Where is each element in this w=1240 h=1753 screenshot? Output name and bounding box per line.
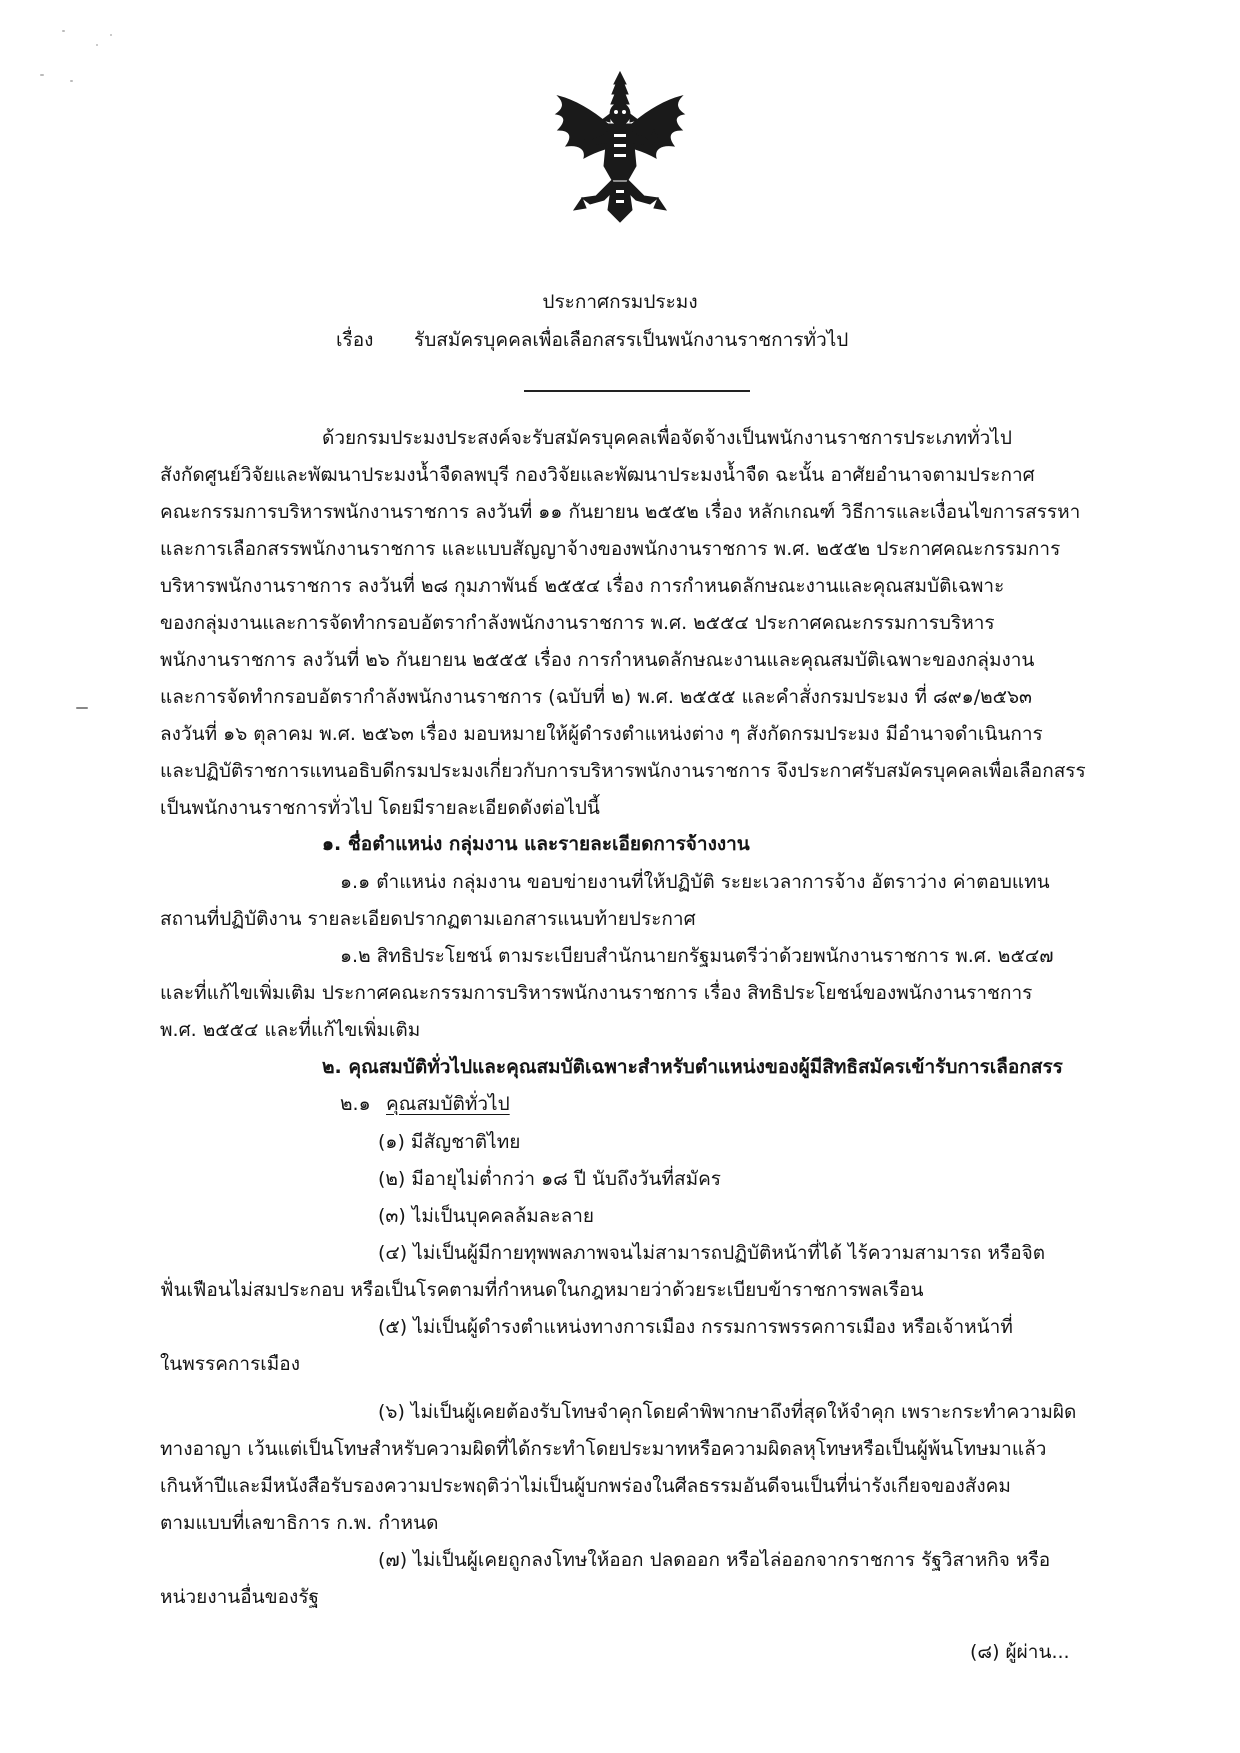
scan-speck xyxy=(96,44,98,46)
qualification-item-7-cont: หน่วยงานอื่นของรัฐ xyxy=(160,1586,320,1608)
intro-line: บริหารพนักงานราชการ ลงวันที่ ๒๘ กุมภาพันธ์ ๒๕๕๔ เรื่อง การกำหนดลักษณะงานและคุณสมบัติเฉพาะ xyxy=(160,575,1005,597)
qualification-item-4: (๔) ไม่เป็นผู้มีกายทุพพลภาพจนไม่สามารถปฏิบัติหน้าที่ได้ ไร้ความสามารถ หรือจิต xyxy=(378,1242,1046,1264)
section-1-1-line: ๑.๑ ตำแหน่ง กลุ่มงาน ขอบข่ายงานที่ให้ปฏิบัติ ระยะเวลาการจ้าง อัตราว่าง ค่าตอบแทน xyxy=(340,871,1050,893)
section-1-1-line: สถานที่ปฏิบัติงาน รายละเอียดปรากฏตามเอกสารแนบท้ายประกาศ xyxy=(160,908,696,930)
intro-line: คณะกรรมการบริหารพนักงานราชการ ลงวันที่ ๑๑ กันยายน ๒๕๕๒ เรื่อง หลักเกณฑ์ วิธีการและเงื่อนไขการสรรหา xyxy=(160,501,1081,523)
scan-speck xyxy=(76,707,88,709)
section-2-1-title: คุณสมบัติทั่วไป xyxy=(386,1093,510,1115)
intro-line: ลงวันที่ ๑๖ ตุลาคม พ.ศ. ๒๕๖๓ เรื่อง มอบหมายให้ผู้ดำรงตำแหน่งต่าง ๆ สังกัดกรมประมง มีอำนาจดำเนินการ xyxy=(160,723,1043,745)
intro-line: ด้วยกรมประมงประสงค์จะรับสมัครบุคคลเพื่อจัดจ้างเป็นพนักงานราชการประเภททั่วไป xyxy=(322,427,1012,449)
intro-line: และการจัดทำกรอบอัตรากำลังพนักงานราชการ (ฉบับที่ ๒) พ.ศ. ๒๕๕๕ และคำสั่งกรมประมง ที่ ๘๙๑/๒๕๖๓ xyxy=(160,686,1033,708)
scan-speck xyxy=(62,30,65,32)
qualification-item-6-cont: เกินห้าปีและมีหนังสือรับรองความประพฤติว่าไม่เป็นผู้บกพร่องในศีลธรรมอันดีจนเป็นที่น่ารังเกียจของสังคม xyxy=(160,1475,1011,1497)
section-1-2-line: พ.ศ. ๒๕๕๔ และที่แก้ไขเพิ่มเติม xyxy=(160,1019,421,1041)
section-1-2-line: และที่แก้ไขเพิ่มเติม ประกาศคณะกรรมการบริหารพนักงานราชการ เรื่อง สิทธิประโยชน์ของพนักงานราชการ xyxy=(160,982,1033,1004)
header-divider xyxy=(524,390,750,392)
scan-speck xyxy=(110,34,112,36)
qualification-item-1: (๑) มีสัญชาติไทย xyxy=(378,1131,521,1153)
intro-line: และการเลือกสรรพนักงานราชการ และแบบสัญญาจ้างของพนักงานราชการ พ.ศ. ๒๕๕๒ ประกาศคณะกรรมการ xyxy=(160,538,1061,560)
qualification-item-5: (๕) ไม่เป็นผู้ดำรงตำแหน่งทางการเมือง กรรมการพรรคการเมือง หรือเจ้าหน้าที่ xyxy=(378,1316,1013,1338)
subject-label: เรื่อง xyxy=(336,329,374,351)
subject-text: รับสมัครบุคคลเพื่อเลือกสรรเป็นพนักงานราชการทั่วไป xyxy=(414,329,849,351)
qualification-item-3: (๓) ไม่เป็นบุคคลล้มละลาย xyxy=(378,1205,595,1227)
qualification-item-6: (๖) ไม่เป็นผู้เคยต้องรับโทษจำคุกโดยคำพิพากษาถึงที่สุดให้จำคุก เพราะกระทำความผิด xyxy=(378,1401,1077,1423)
section-1-2-line: ๑.๒ สิทธิประโยชน์ ตามระเบียบสำนักนายกรัฐมนตรีว่าด้วยพนักงานราชการ พ.ศ. ๒๕๔๗ xyxy=(340,945,1054,967)
scan-speck xyxy=(40,74,44,76)
intro-line: และปฏิบัติราชการแทนอธิบดีกรมประมงเกี่ยวกับการบริหารพนักงานราชการ จึงประกาศรับสมัครบุคคลเพื่อเลือกสรร xyxy=(160,760,1086,782)
qualification-item-5-cont: ในพรรคการเมือง xyxy=(160,1353,300,1375)
section-2-1-number: ๒.๑ xyxy=(340,1093,371,1115)
qualification-item-2: (๒) มีอายุไม่ต่ำกว่า ๑๘ ปี นับถึงวันที่สมัคร xyxy=(378,1168,722,1190)
announcement-title: ประกาศกรมประมง xyxy=(542,291,698,313)
intro-line: สังกัดศูนย์วิจัยและพัฒนาประมงน้ำจืดลพบุรี กองวิจัยและพัฒนาประมงน้ำจืด ฉะนั้น อาศัยอำนาจตามประกาศ xyxy=(160,464,1035,486)
qualification-item-6-cont: ตามแบบที่เลขาธิการ ก.พ. กำหนด xyxy=(160,1512,439,1534)
garuda-emblem-icon xyxy=(552,70,688,230)
intro-line: เป็นพนักงานราชการทั่วไป โดยมีรายละเอียดดังต่อไปนี้ xyxy=(160,797,600,819)
section-1-heading: ๑. ชื่อตำแหน่ง กลุ่มงาน และรายละเอียดการจ้างงาน xyxy=(322,833,750,855)
intro-line: ของกลุ่มงานและการจัดทำกรอบอัตรากำลังพนักงานราชการ พ.ศ. ๒๕๕๔ ประกาศคณะกรรมการบริหาร xyxy=(160,612,995,634)
scan-speck xyxy=(70,80,73,82)
qualification-item-7: (๗) ไม่เป็นผู้เคยถูกลงโทษให้ออก ปลดออก หรือไล่ออกจากราชการ รัฐวิสาหกิจ หรือ xyxy=(378,1549,1051,1571)
section-2-heading: ๒. คุณสมบัติทั่วไปและคุณสมบัติเฉพาะสำหรับตำแหน่งของผู้มีสิทธิสมัครเข้ารับการเลือกสรร xyxy=(322,1056,1063,1078)
qualification-item-4-cont: ฟั่นเฟือนไม่สมประกอบ หรือเป็นโรคตามที่กำหนดในกฎหมายว่าด้วยระเบียบข้าราชการพลเรือน xyxy=(160,1279,924,1301)
page-continuation: (๘) ผู้ผ่าน... xyxy=(970,1641,1070,1663)
intro-line: พนักงานราชการ ลงวันที่ ๒๖ กันยายน ๒๕๕๕ เรื่อง การกำหนดลักษณะงานและคุณสมบัติเฉพาะของกลุ่มงาน xyxy=(160,649,1035,671)
qualification-item-6-cont: ทางอาญา เว้นแต่เป็นโทษสำหรับความผิดที่ได้กระทำโดยประมาทหรือความผิดลหุโทษหรือเป็นผู้พ้นโทษมาแล้ว xyxy=(160,1438,1047,1460)
